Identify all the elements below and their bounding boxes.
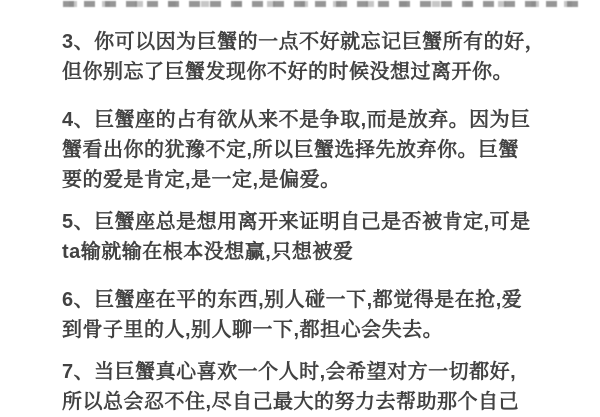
quote-item-4 [62, 105, 590, 195]
text-line: 但你别忘了巨蟹发现你不好的时候没想过离开你。 [62, 61, 513, 83]
text-line: 蟹看出你的犹豫不定,所以巨蟹选择先放弃你。巨蟹 [62, 139, 520, 161]
text-line: 3、你可以因为巨蟹的一点不好就忘记巨蟹所有的好， [62, 31, 546, 53]
text-line: 6、巨蟹座在平的东西,别人碰一下,都觉得是在抢,爱 [62, 289, 523, 311]
clipped-text-top [63, 1, 583, 7]
text-line: 5、巨蟹座总是想用离开来证明自己是否被肯定,可是 [62, 211, 531, 233]
text-line: 7、当巨蟹真心喜欢一个人时,会希望对方一切都好, [62, 361, 517, 383]
quote-item-3 [62, 27, 590, 87]
quote-item-7 [62, 357, 590, 417]
quote-item-5 [62, 207, 590, 267]
text-line clipped-text-bottom: 所以总会忍不住,尽自己最大的努力去帮助那个自己 [62, 391, 520, 413]
quote-item-6 [62, 285, 590, 345]
text-line: 到骨子里的人,别人聊一下,都担心会失去。 [62, 319, 444, 341]
text-line: 4、巨蟹座的占有欲从来不是争取,而是放弃。因为巨 [62, 109, 531, 131]
text-line: ta输就输在根本没想赢,只想被爱 [62, 241, 354, 263]
text-line: 要的爱是肯定,是一定,是偏爱。 [62, 169, 341, 191]
